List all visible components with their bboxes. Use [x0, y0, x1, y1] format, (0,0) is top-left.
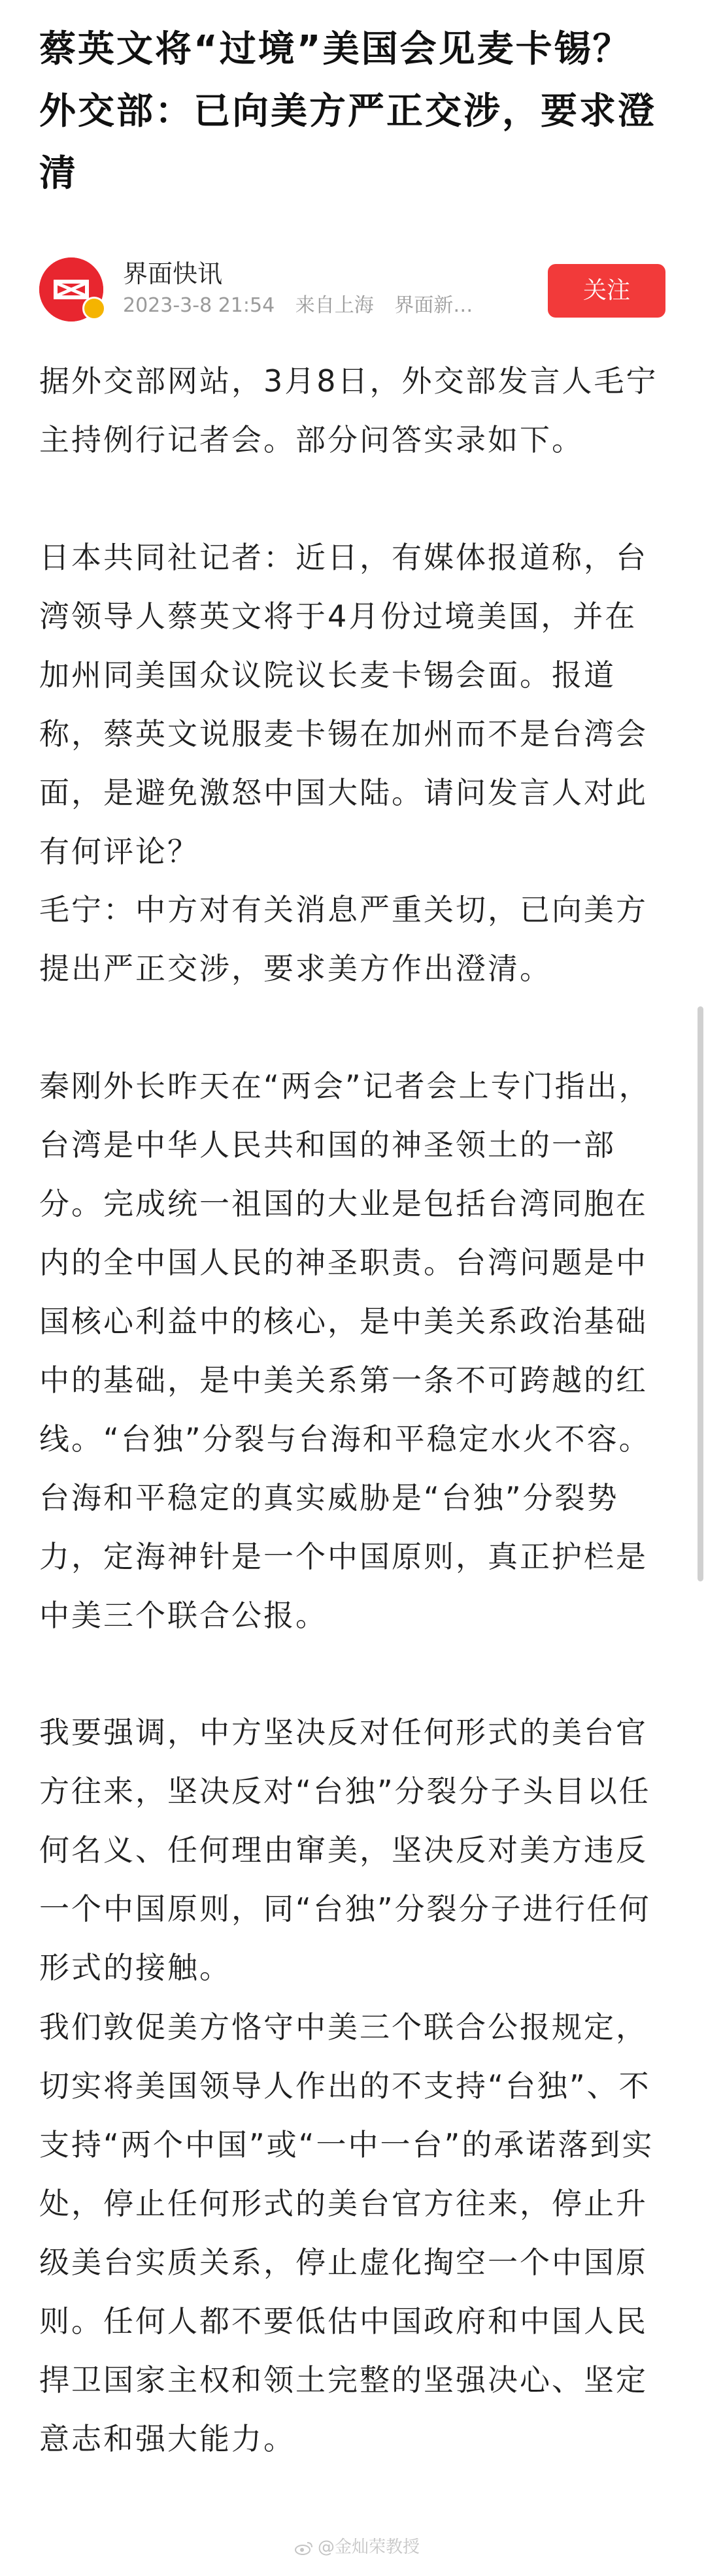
paragraph-5: 我要强调，中方坚决反对任何形式的美台官方往来，坚决反对“台独”分裂分子头目以任何名义、任何理由窜美，坚决反对美方违反一个中国原则，同“台独”分裂分子进行任何形式的接触。 — [39, 1715, 651, 1985]
watermark — [294, 2535, 420, 2559]
author-meta — [123, 293, 541, 319]
watermark-text: @金灿荣教授 — [318, 2537, 420, 2557]
paragraph-2: 日本共同社记者：近日，有媒体报道称，台湾领导人蔡英文将于4月份过境美国，并在加州同美国众议院议长麦卡锡会面。报道称，蔡英文说服麦卡锡在加州而不是台湾会面，是避免激怒中国大陆。请问发言人对此有何评论？ — [39, 540, 648, 869]
paragraph-3: 毛宁：中方对有关消息严重关切，已向美方提出严正交涉，要求美方作出澄清。 — [39, 892, 648, 986]
follow-button[interactable]: 关注 — [548, 264, 665, 318]
page-scrollbar[interactable] — [698, 1006, 703, 1581]
verified-badge-icon — [82, 297, 106, 320]
paragraph-1: 据外交部网站，3月8日，外交部发言人毛宁主持例行记者会。部分问答实录如下。 — [39, 363, 658, 457]
article-title: 蔡英文将“过境”美国会见麦卡锡？外交部：已向美方严正交涉，要求澄清 — [39, 28, 656, 195]
weibo-icon — [294, 2540, 314, 2556]
paragraph-6: 我们敦促美方恪守中美三个联合公报规定，切实将美国领导人作出的不支持“台独”、不支持“两个中国”或“一中一台”的承诺落到实处，停止任何形式的美台官方往来，停止升级美台实质关系，停止虚化掏空一个中国原则。任何人都不要低估中国政府和中国人民捍卫国家主权和领土完整的坚强决心、坚定意志和强大能力。 — [39, 2009, 654, 2456]
publish-location: 来自上海 — [295, 294, 374, 317]
publish-source: 界面新… — [394, 294, 473, 317]
paragraph-4: 秦刚外长昨天在“两会”记者会上专门指出，台湾是中华人民共和国的神圣领土的一部分。完成统一祖国的大业是包括台湾同胞在内的全中国人民的神圣职责。台湾问题是中国核心利益中的核心，是中美关系政治基础中的基础，是中美关系第一条不可跨越的红线。“台独”分裂与台海和平稳定水火不容。台海和平稳定的真实威胁是“台独”分裂势力，定海神针是一个中国原则，真正护栏是中美三个联合公报。 — [39, 1068, 651, 1633]
author-row — [39, 254, 667, 325]
author-name[interactable]: 界面快讯 — [123, 259, 223, 288]
publish-datetime: 2023-3-8 21:54 — [123, 294, 275, 317]
